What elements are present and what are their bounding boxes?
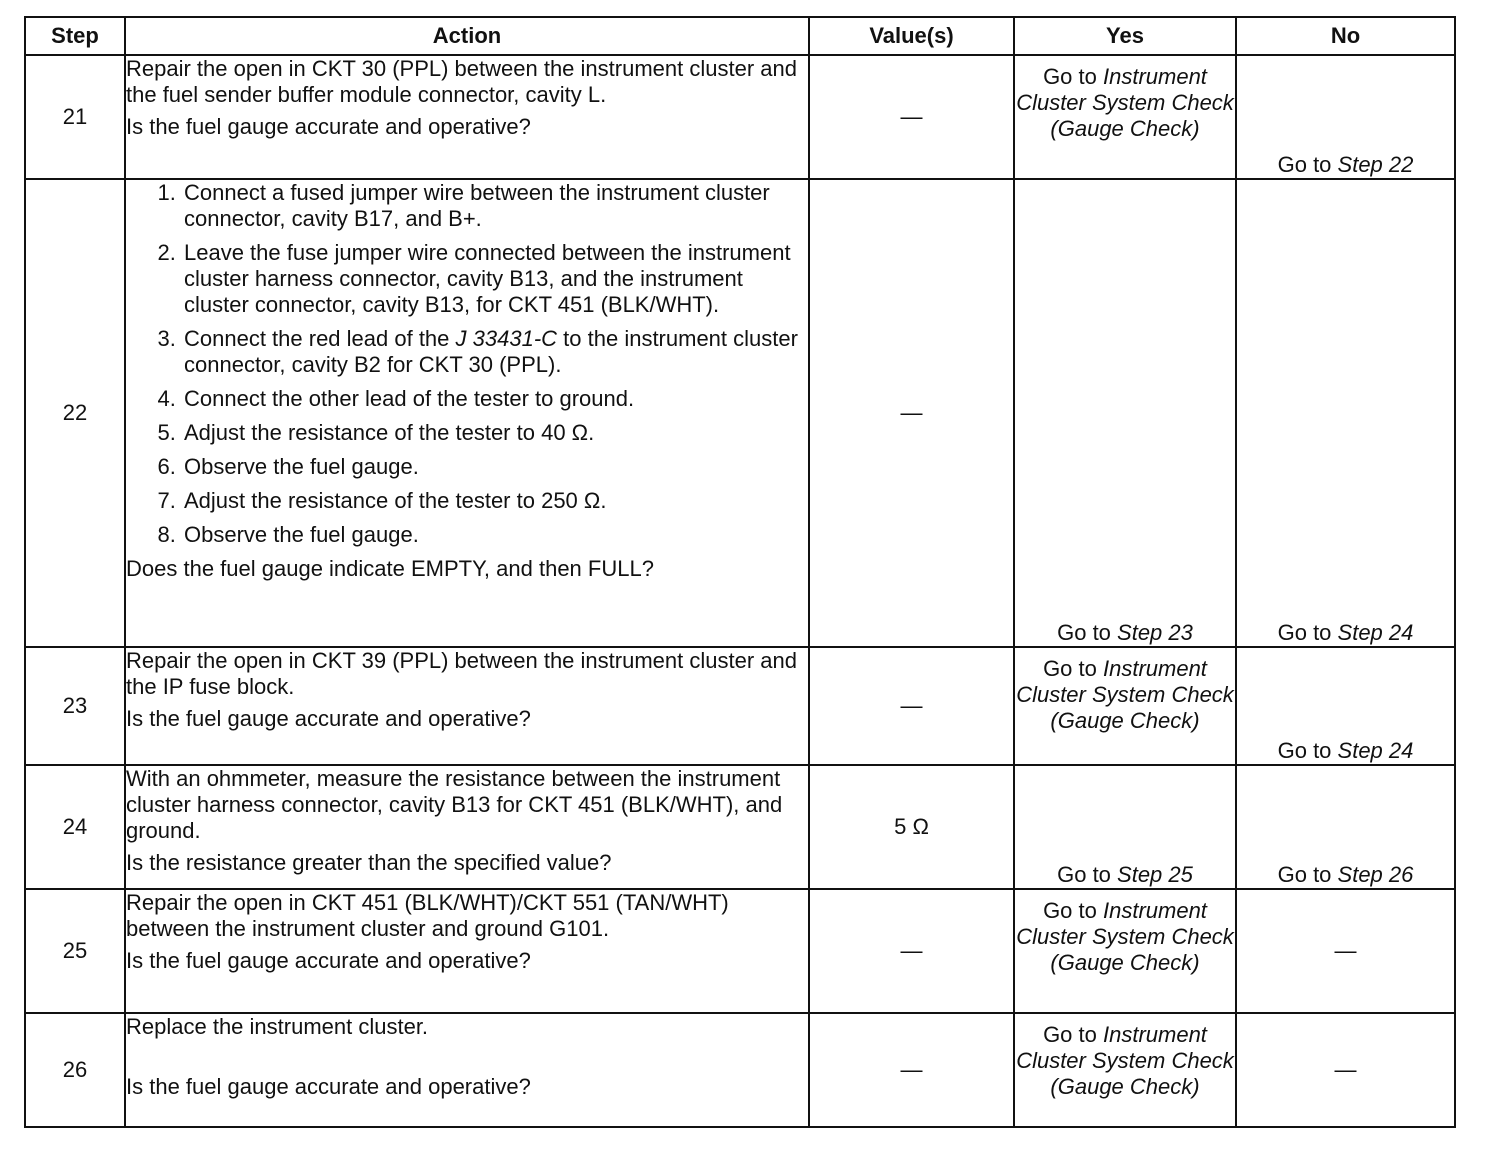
action-cell (125, 647, 809, 765)
action-question: Is the fuel gauge accurate and operative? (126, 706, 531, 731)
procedure-step: 7. Adjust the resistance of the tester to 250 Ω. (182, 488, 808, 514)
yes-cell (1014, 55, 1236, 179)
yes-prefix: Go to (1043, 64, 1103, 89)
step-number: 26 (25, 1013, 125, 1127)
table-header-row (25, 17, 1455, 55)
yes-prefix: Go to (1043, 1022, 1103, 1047)
yes-reference: Step 25 (1117, 862, 1193, 887)
step-number: 25 (25, 889, 125, 1013)
no-prefix: Go to (1277, 152, 1338, 177)
no-cell (1236, 765, 1455, 889)
yes-reference: Step 23 (1117, 620, 1193, 645)
procedure-list (126, 180, 808, 548)
value-cell: — (809, 889, 1014, 1013)
step-number: 21 (25, 55, 125, 179)
step-number: 24 (25, 765, 125, 889)
tool-reference: J 33431-C (455, 326, 558, 351)
action-cell (125, 179, 809, 647)
header-no: No (1236, 17, 1455, 55)
no-cell: — (1236, 1013, 1455, 1127)
diagnostic-table-sheet (24, 16, 1454, 1128)
action-text: Repair the open in CKT 451 (BLK/WHT)/CKT 551 (TAN/WHT) between the instrument cluster and ground G101. (126, 890, 729, 941)
action-question: Is the resistance greater than the specified value? (126, 850, 612, 875)
table-row-step-25 (25, 889, 1455, 1013)
header-yes: Yes (1014, 17, 1236, 55)
table-row-step-21 (25, 55, 1455, 179)
action-text: Replace the instrument cluster. (126, 1014, 429, 1039)
yes-reference: Instrument Cluster System Check (Gauge Check) (1016, 656, 1234, 733)
no-cell (1236, 647, 1455, 765)
no-cell (1236, 179, 1455, 647)
yes-cell (1014, 179, 1236, 647)
action-question: Is the fuel gauge accurate and operative? (126, 948, 531, 973)
value-cell: — (809, 55, 1014, 179)
yes-prefix: Go to (1043, 656, 1103, 681)
procedure-step-text: Connect the red lead of the (184, 326, 456, 351)
procedure-step: 4. Connect the other lead of the tester to ground. (182, 386, 808, 412)
no-prefix: Go to (1277, 862, 1338, 887)
no-prefix: Go to (1277, 620, 1338, 645)
header-step: Step (25, 17, 125, 55)
no-reference: Step 24 (1337, 738, 1414, 763)
value-cell: — (809, 179, 1014, 647)
no-reference: Step 26 (1337, 862, 1414, 887)
action-text: With an ohmmeter, measure the resistance between the instrument cluster harness connector, cavity B13 for CKT 451 (BLK/WHT), and ground. (126, 766, 783, 843)
yes-reference: Instrument Cluster System Check (Gauge Check) (1016, 1022, 1234, 1099)
no-reference: Step 22 (1337, 152, 1414, 177)
procedure-step: 5. Adjust the resistance of the tester to 40 Ω. (182, 420, 808, 446)
diagnostic-table (24, 16, 1456, 1128)
procedure-step-text: to the instrument cluster connector, cavity B2 for CKT 30 (PPL). (184, 326, 798, 377)
table-row-step-22 (25, 179, 1455, 647)
yes-cell (1014, 1013, 1236, 1127)
step-number: 22 (25, 179, 125, 647)
table-row-step-24 (25, 765, 1455, 889)
procedure-step (182, 326, 808, 378)
action-cell (125, 1013, 809, 1127)
value-cell: — (809, 1013, 1014, 1127)
action-text: Repair the open in CKT 39 (PPL) between the instrument cluster and the IP fuse block. (126, 648, 797, 699)
no-cell (1236, 55, 1455, 179)
no-reference: Step 24 (1337, 620, 1414, 645)
procedure-step: 2. Leave the fuse jumper wire connected between the instrument cluster harness connector, cavity B13, and the instrument cluster connector, cavity B13, for CKT 451 (BLK/WHT). (182, 240, 808, 318)
yes-cell (1014, 889, 1236, 1013)
yes-reference: Instrument Cluster System Check (Gauge Check) (1016, 898, 1234, 975)
table-row-step-23 (25, 647, 1455, 765)
action-cell (125, 55, 809, 179)
action-question: Is the fuel gauge accurate and operative? (126, 1074, 531, 1099)
header-action: Action (125, 17, 809, 55)
yes-reference: Instrument Cluster System Check (Gauge Check) (1016, 64, 1234, 141)
action-question: Is the fuel gauge accurate and operative? (126, 114, 531, 139)
procedure-step: 6. Observe the fuel gauge. (182, 454, 808, 480)
yes-prefix: Go to (1057, 620, 1118, 645)
yes-prefix: Go to (1057, 862, 1118, 887)
yes-prefix: Go to (1043, 898, 1103, 923)
no-prefix: Go to (1277, 738, 1338, 763)
action-cell (125, 765, 809, 889)
no-cell: — (1236, 889, 1455, 1013)
action-cell (125, 889, 809, 1013)
action-text: Repair the open in CKT 30 (PPL) between the instrument cluster and the fuel sender buffer module connector, cavity L. (126, 56, 797, 107)
yes-cell (1014, 765, 1236, 889)
value-cell: 5 Ω (809, 765, 1014, 889)
yes-cell (1014, 647, 1236, 765)
action-question: Does the fuel gauge indicate EMPTY, and then FULL? (126, 556, 654, 581)
step-number: 23 (25, 647, 125, 765)
procedure-step: 8. Observe the fuel gauge. (182, 522, 808, 548)
value-cell: — (809, 647, 1014, 765)
procedure-step: 1. Connect a fused jumper wire between the instrument cluster connector, cavity B17, and B+. (182, 180, 808, 232)
header-values: Value(s) (809, 17, 1014, 55)
table-row-step-26 (25, 1013, 1455, 1127)
